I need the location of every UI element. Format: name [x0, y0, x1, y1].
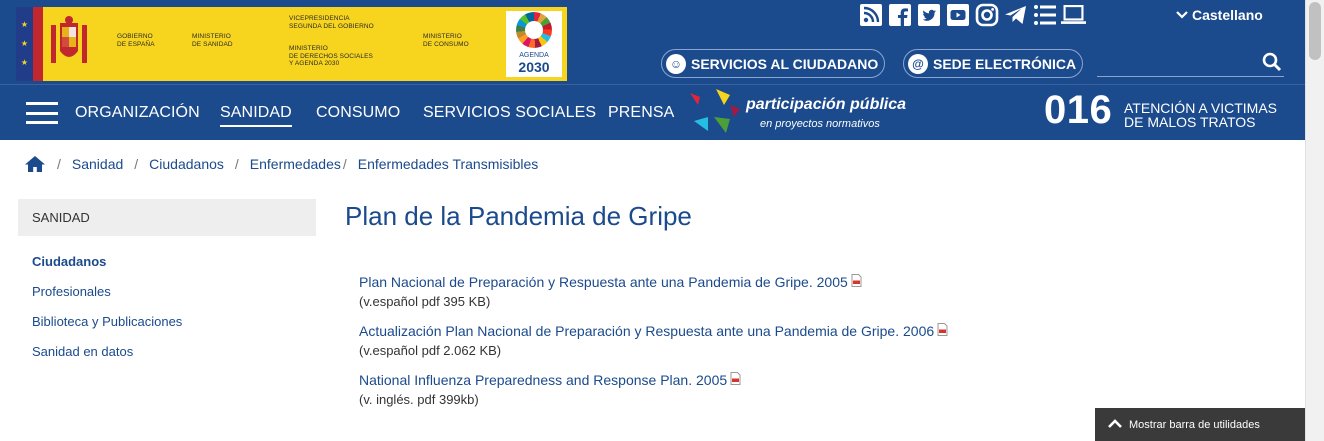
breadcrumb-ciudadanos[interactable]: Ciudadanos: [149, 156, 224, 172]
document-title: Plan Nacional de Preparación y Respuesta ante una Pandemia de Gripe. 2005: [359, 274, 848, 290]
chevron-down-icon: [1176, 7, 1188, 23]
servicios-ciudadano-button[interactable]: [661, 49, 885, 78]
government-logo[interactable]: [16, 7, 567, 81]
show-utilities-button[interactable]: [1095, 408, 1305, 441]
breadcrumb-separator: /: [134, 156, 139, 172]
document-meta: (v. inglés. pdf 399kb): [359, 392, 479, 407]
ministerio-consumo-label: MINISTERIO DE CONSUMO: [423, 33, 469, 48]
breadcrumb-enfermedades[interactable]: Enfermedades: [249, 156, 341, 172]
youtube-icon[interactable]: [945, 2, 970, 27]
hotline-line2: DE MALOS TRATOS: [1124, 114, 1256, 130]
list-item: [359, 370, 948, 410]
instagram-icon[interactable]: [974, 2, 999, 27]
sede-electronica-button[interactable]: [903, 49, 1083, 78]
show-utilities-label: Mostrar barra de utilidades: [1129, 418, 1260, 431]
sidebar-item-ciudadanos[interactable]: Ciudadanos: [32, 254, 107, 269]
agenda-year: 2030: [518, 59, 550, 75]
document-title: Actualización Plan Nacional de Preparación y Respuesta ante una Pandemia de Gripe. 2006: [359, 323, 935, 339]
list-item: [359, 272, 948, 312]
sidebar-menu: [32, 253, 182, 373]
document-meta: (v.español pdf 2.062 KB): [359, 343, 502, 358]
document-title: National Influenza Preparedness and Response Plan. 2005: [359, 372, 728, 388]
breadcrumb-separator: /: [342, 156, 347, 172]
facebook-icon[interactable]: [887, 2, 912, 27]
nav-item-prensa[interactable]: PRENSA: [608, 104, 675, 121]
sdg-wheel-icon: [516, 12, 552, 48]
document-link[interactable]: [359, 321, 948, 341]
language-selector[interactable]: [1176, 7, 1263, 23]
search-box[interactable]: [1097, 49, 1284, 77]
participacion-publica-banner[interactable]: [686, 87, 936, 139]
hotline-number[interactable]: 016: [1044, 88, 1113, 132]
page-scrollbar[interactable]: [1305, 0, 1324, 441]
document-list: [359, 272, 948, 419]
nav-item-organizacion[interactable]: ORGANIZACIÓN: [75, 104, 200, 121]
chevron-up-icon: [1107, 418, 1123, 432]
ministerio-derechos-sociales-label: MINISTERIO DE DERECHOS SOCIALES Y AGENDA 2030: [289, 45, 373, 67]
sidebar-item-profesionales[interactable]: Profesionales: [32, 284, 111, 299]
breadcrumb-separator: /: [234, 156, 239, 172]
telegram-icon[interactable]: [1003, 2, 1028, 27]
document-link[interactable]: [359, 370, 741, 390]
at-sign-icon: @: [908, 54, 928, 74]
social-links: [858, 2, 1086, 27]
document-meta: (v.español pdf 395 KB): [359, 294, 491, 309]
nav-item-servicios-sociales[interactable]: SERVICIOS SOCIALES: [423, 104, 597, 121]
hotline-text[interactable]: [1124, 101, 1277, 129]
hands-icon: [686, 87, 748, 139]
search-icon[interactable]: [1262, 52, 1282, 77]
document-link[interactable]: [359, 272, 862, 292]
agenda-2030-logo: [506, 11, 562, 77]
vicepresidencia-label: VICEPRESIDENCIA SEGUNDA DEL GOBIERNO: [289, 15, 374, 30]
citizen-face-icon: ☺: [666, 54, 686, 74]
pdf-icon: [730, 370, 741, 390]
nav-item-consumo[interactable]: CONSUMO: [316, 104, 401, 121]
menu-icon[interactable]: [26, 102, 58, 124]
servicios-ciudadano-label: SERVICIOS AL CIUDADANO: [691, 55, 879, 72]
eu-flag-strip: ★ ★ ★: [16, 7, 33, 81]
scrollbar-thumb[interactable]: [1309, 2, 1321, 60]
pdf-icon: [937, 321, 948, 341]
sidebar-item-sanidad-en-datos[interactable]: Sanidad en datos: [32, 344, 134, 359]
list-item: [359, 321, 948, 361]
twitter-icon[interactable]: [916, 2, 941, 27]
breadcrumb-separator: /: [57, 156, 61, 172]
language-label: Castellano: [1192, 7, 1263, 23]
laptop-icon[interactable]: [1061, 2, 1086, 27]
home-icon[interactable]: [24, 155, 46, 173]
list-icon[interactable]: [1032, 2, 1057, 27]
participacion-subtitle: en proyectos normativos: [760, 118, 880, 130]
nav-item-sanidad[interactable]: SANIDAD: [220, 104, 292, 127]
flag-red-strip: [33, 7, 43, 81]
participacion-title: participación pública: [746, 96, 907, 113]
breadcrumb-sanidad[interactable]: Sanidad: [71, 156, 124, 172]
page-title: Plan de la Pandemia de Gripe: [345, 201, 692, 231]
gobierno-de-espana-label: GOBIERNO DE ESPAÑA: [117, 33, 155, 48]
coat-of-arms-icon: [43, 7, 95, 81]
sidebar-item-biblioteca[interactable]: Biblioteca y Publicaciones: [32, 314, 183, 329]
sede-electronica-label: SEDE ELECTRÓNICA: [933, 55, 1077, 72]
pdf-icon: [851, 272, 862, 292]
hotline-line1: ATENCIÓN A VICTIMAS: [1124, 100, 1277, 116]
agenda-label: AGENDA: [519, 52, 549, 59]
rss-icon[interactable]: [858, 2, 883, 27]
sidebar-heading: SANIDAD: [18, 199, 316, 236]
ministerio-sanidad-label: MINISTERIO DE SANIDAD: [192, 33, 233, 48]
breadcrumb: [24, 155, 538, 173]
breadcrumb-enfermedades-transmisibles[interactable]: Enfermedades Transmisibles: [357, 156, 539, 172]
